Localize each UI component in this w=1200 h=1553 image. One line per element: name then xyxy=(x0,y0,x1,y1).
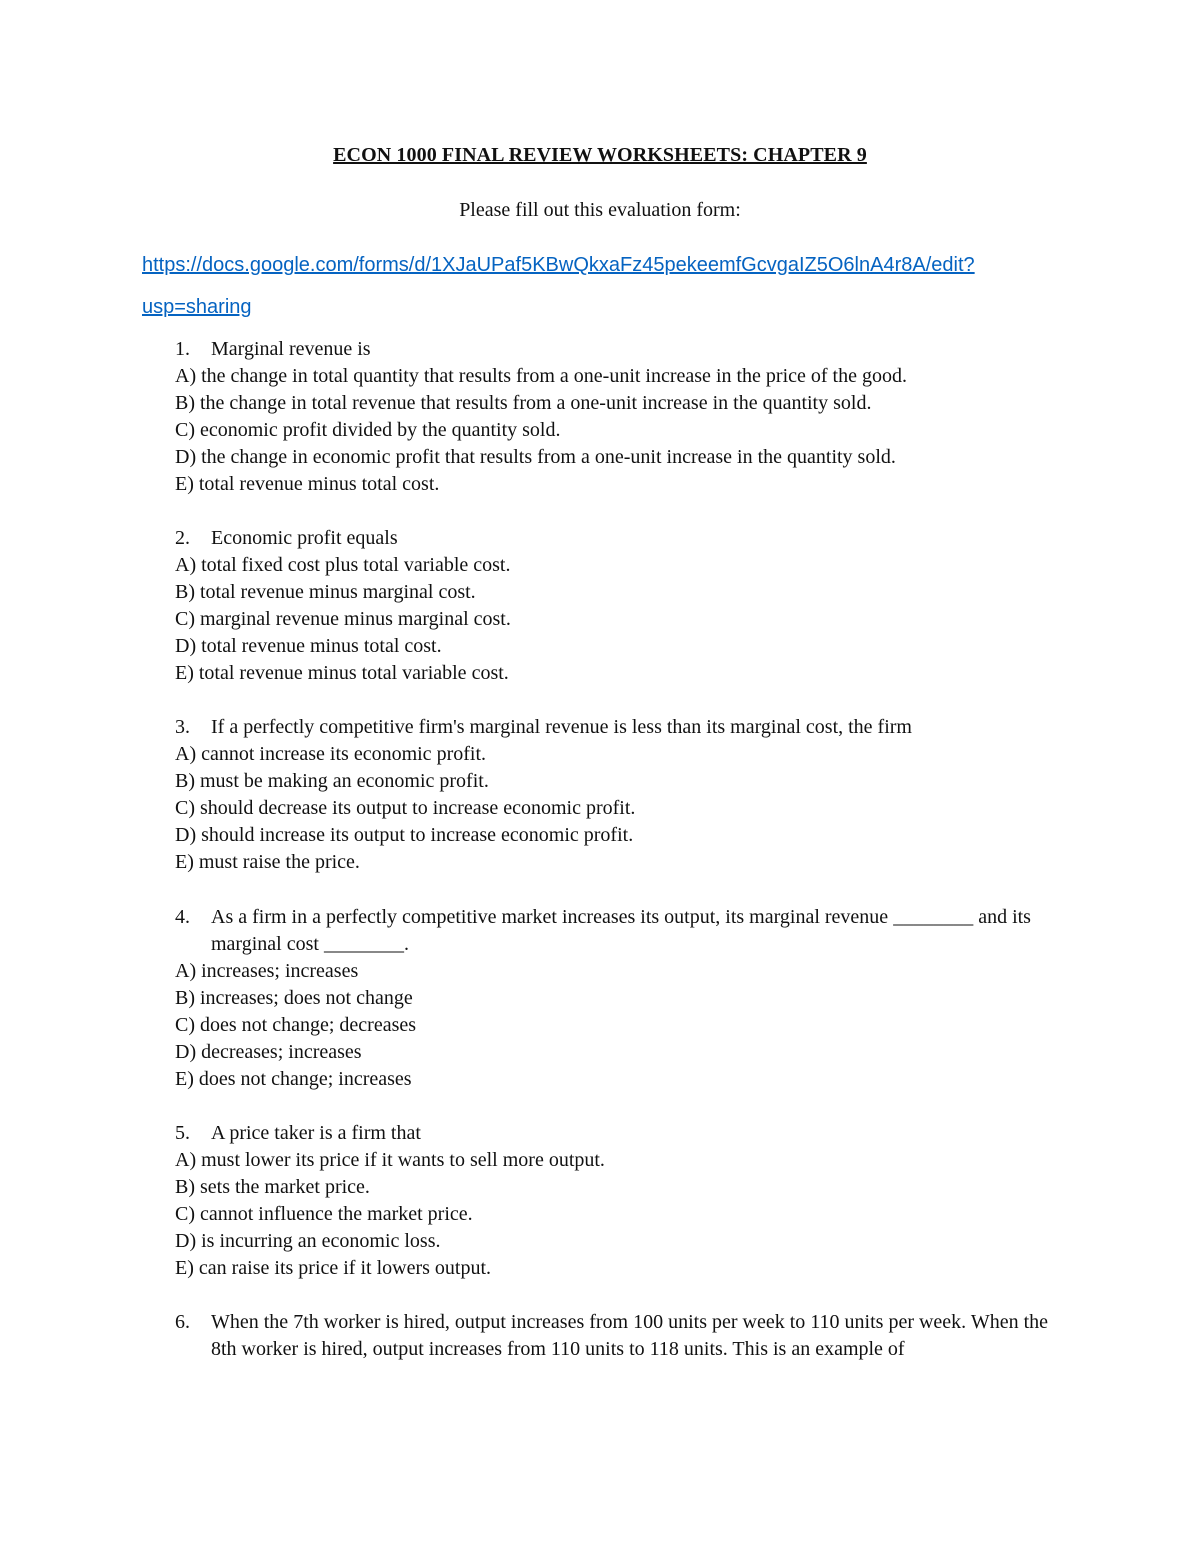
question-text: A price taker is a firm that xyxy=(211,1122,421,1144)
option-c: C) marginal revenue minus marginal cost. xyxy=(175,608,511,630)
option-b: B) sets the market price. xyxy=(175,1176,370,1198)
question-6 xyxy=(175,1309,1075,1363)
evaluation-intro: Please fill out this evaluation form: xyxy=(459,199,741,221)
question-1 xyxy=(175,336,1075,498)
question-4 xyxy=(175,904,1075,1093)
option-e: E) can raise its price if it lowers output. xyxy=(175,1257,492,1279)
question-stem xyxy=(175,336,1075,363)
question-stem xyxy=(175,1309,1075,1363)
question-text: Economic profit equals xyxy=(211,527,398,549)
question-stem xyxy=(175,904,1075,958)
option-b: B) total revenue minus marginal cost. xyxy=(175,581,476,603)
option-c: C) economic profit divided by the quantity sold. xyxy=(175,419,561,441)
evaluation-form-link[interactable]: https://docs.google.com/forms/d/1XJaUPaf5KBwQkxaFz45pekeemfGcvgaIZ5O6lnA4r8A/edit? xyxy=(142,254,975,276)
question-number: 1. xyxy=(175,338,190,360)
option-c: C) does not change; decreases xyxy=(175,1014,417,1036)
question-5 xyxy=(175,1120,1075,1282)
question-3 xyxy=(175,714,1075,876)
question-text: Marginal revenue is xyxy=(211,338,371,360)
evaluation-form-link-continued[interactable]: usp=sharing xyxy=(142,296,252,318)
question-number: 5. xyxy=(175,1122,190,1144)
document-title: ECON 1000 FINAL REVIEW WORKSHEETS: CHAPTER 9 xyxy=(333,144,867,166)
option-a: A) must lower its price if it wants to sell more output. xyxy=(175,1149,605,1171)
question-text: When the 7th worker is hired, output increases from 100 units per week to 110 units per week. When the 8th worker is hired, output increases from 110 units to 118 units. This is an example of xyxy=(211,1311,1049,1360)
question-number: 4. xyxy=(175,906,190,928)
question-number: 3. xyxy=(175,716,190,738)
question-text: If a perfectly competitive firm's marginal revenue is less than its marginal cost, the firm xyxy=(211,716,912,738)
question-number: 2. xyxy=(175,527,190,549)
option-a: A) the change in total quantity that results from a one-unit increase in the price of the good. xyxy=(175,365,907,387)
option-b: B) the change in total revenue that results from a one-unit increase in the quantity sold. xyxy=(175,392,872,414)
option-a: A) increases; increases xyxy=(175,960,359,982)
option-a: A) cannot increase its economic profit. xyxy=(175,743,486,765)
option-c: C) should decrease its output to increase economic profit. xyxy=(175,797,636,819)
option-d: D) the change in economic profit that results from a one-unit increase in the quantity sold. xyxy=(175,446,896,468)
option-b: B) must be making an economic profit. xyxy=(175,770,489,792)
question-stem xyxy=(175,714,1075,741)
option-d: D) is incurring an economic loss. xyxy=(175,1230,441,1252)
option-d: D) total revenue minus total cost. xyxy=(175,635,442,657)
option-c: C) cannot influence the market price. xyxy=(175,1203,473,1225)
option-b: B) increases; does not change xyxy=(175,987,413,1009)
question-2 xyxy=(175,525,1075,687)
option-d: D) should increase its output to increase economic profit. xyxy=(175,824,634,846)
option-e: E) total revenue minus total cost. xyxy=(175,473,440,495)
question-stem xyxy=(175,1120,1075,1147)
option-e: E) does not change; increases xyxy=(175,1068,412,1090)
option-e: E) total revenue minus total variable cost. xyxy=(175,662,509,684)
question-stem xyxy=(175,525,1075,552)
option-e: E) must raise the price. xyxy=(175,851,360,873)
question-number: 6. xyxy=(175,1311,190,1333)
option-d: D) decreases; increases xyxy=(175,1041,362,1063)
question-text: As a firm in a perfectly competitive market increases its output, its marginal revenue ________ and its marginal cost ________. xyxy=(211,906,1031,955)
option-a: A) total fixed cost plus total variable cost. xyxy=(175,554,511,576)
